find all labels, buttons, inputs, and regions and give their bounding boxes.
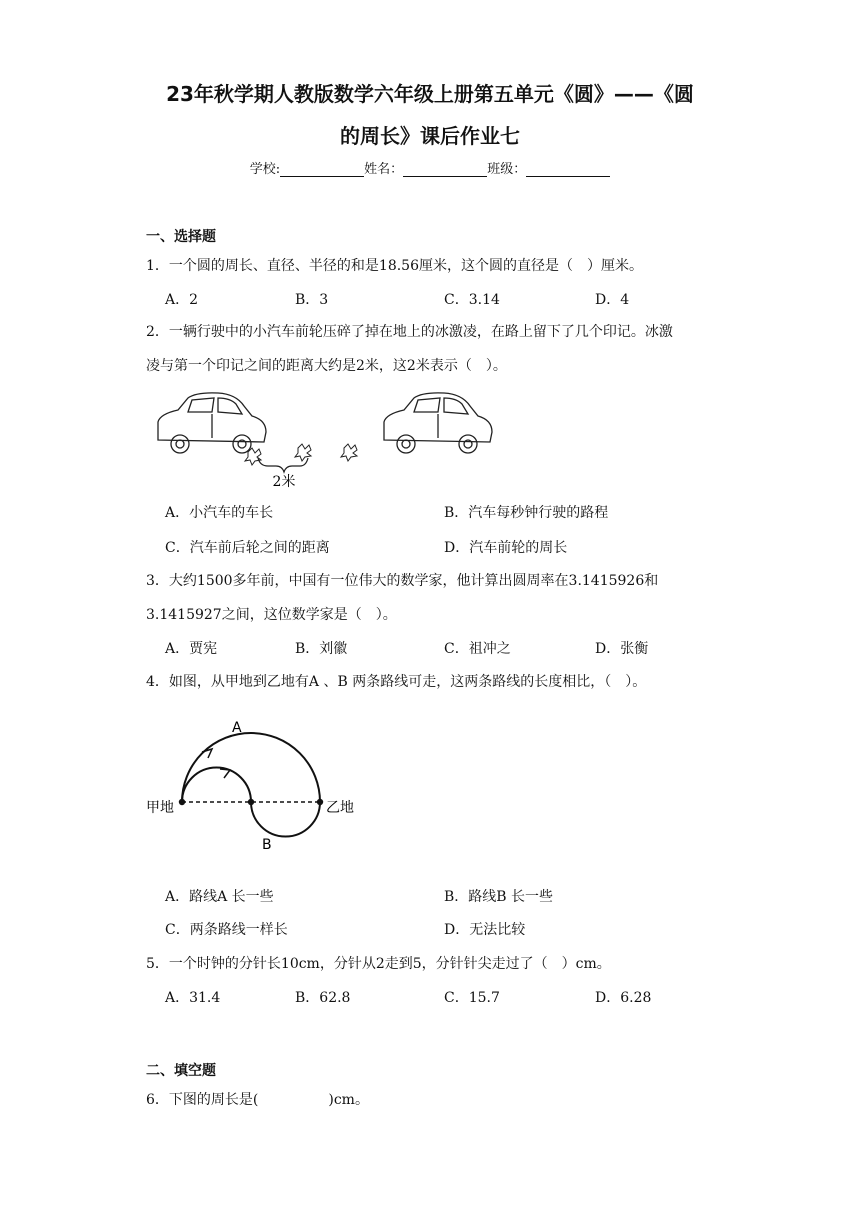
arrow-a-icon xyxy=(202,749,212,758)
label-start: 甲地 xyxy=(146,800,174,816)
question-1-text: 1．一个圆的周长、直径、半径的和是18.56厘米，这个圆的直径是（ ）厘米。 xyxy=(146,258,643,274)
distance-brace xyxy=(258,458,308,472)
q2-option-b[interactable]: B．汽车每秒钟行驶的路程 xyxy=(444,505,609,521)
label-route-b: B xyxy=(262,837,272,853)
q5-option-c[interactable]: C．15.7 xyxy=(444,990,500,1006)
route-small-arc xyxy=(182,768,251,802)
section-heading-fill: 二、填空题 xyxy=(146,1063,216,1079)
school-label: 学校: xyxy=(249,162,281,177)
route-a-arc xyxy=(182,733,320,802)
q1-option-c[interactable]: C．3.14 xyxy=(444,292,500,308)
q2-option-c[interactable]: C．汽车前后轮之间的距离 xyxy=(165,540,330,556)
class-blank[interactable] xyxy=(526,163,610,177)
q2-option-a[interactable]: A．小汽车的车长 xyxy=(165,505,274,521)
q4-option-c[interactable]: C．两条路线一样长 xyxy=(165,922,288,938)
q1-option-a[interactable]: A．2 xyxy=(165,292,199,308)
q1-option-d[interactable]: D．4 xyxy=(595,292,630,308)
q1-option-b[interactable]: B．3 xyxy=(295,292,329,308)
school-blank[interactable] xyxy=(280,163,364,177)
q2-option-d[interactable]: D．汽车前轮的周长 xyxy=(444,540,568,556)
question-6-text: 6．下图的周长是( )cm。 xyxy=(146,1092,369,1108)
question-3-line-1: 3．大约1500多年前，中国有一位伟大的数学家，他计算出圆周率在3.1415926和 xyxy=(146,573,659,589)
question-2-line-2: 凌与第一个印记之间的距离大约是2米，这2米表示（ ）。 xyxy=(146,358,507,374)
page-title-line-1: 23年秋学期人教版数学六年级上册第五单元《圆》——《圆 xyxy=(166,82,694,106)
q4-option-a[interactable]: A．路线A 长一些 xyxy=(165,889,274,905)
point-middle xyxy=(248,799,254,805)
q5-option-d[interactable]: D．6.28 xyxy=(595,990,652,1006)
question-5-text: 5．一个时钟的分针长10cm，分针从2走到5，分针针尖走过了（ ）cm。 xyxy=(146,956,611,972)
point-end xyxy=(317,799,323,805)
q4-option-d[interactable]: D．无法比较 xyxy=(444,922,526,938)
q3-option-d[interactable]: D．张衡 xyxy=(595,641,649,657)
route-figure xyxy=(140,712,370,857)
page-title-line-2: 的周长》课后作业七 xyxy=(340,124,520,148)
section-heading-choice: 一、选择题 xyxy=(146,229,216,245)
class-label: 班级： xyxy=(487,162,527,177)
label-end: 乙地 xyxy=(326,800,354,816)
ice-cream-marks xyxy=(245,444,357,465)
question-2-line-1: 2．一辆行驶中的小汽车前轮压碎了掉在地上的冰激凌，在路上留下了几个印记。冰激 xyxy=(146,324,673,340)
student-info-line xyxy=(0,158,860,177)
q3-option-b[interactable]: B．刘徽 xyxy=(295,641,348,657)
point-start xyxy=(179,799,185,805)
car-left-illustration xyxy=(158,393,266,453)
distance-label: 2米 xyxy=(272,474,296,490)
name-label: 姓名： xyxy=(364,162,404,177)
q3-option-c[interactable]: C．祖冲之 xyxy=(444,641,511,657)
question-4-text: 4．如图，从甲地到乙地有A 、B 两条路线可走，这两条路线的长度相比，（ ）。 xyxy=(146,674,647,690)
car-right-illustration xyxy=(384,393,492,453)
q4-option-b[interactable]: B．路线B 长一些 xyxy=(444,889,554,905)
route-b-arc xyxy=(251,802,320,837)
q3-option-a[interactable]: A．贾宪 xyxy=(165,641,218,657)
car-figure xyxy=(148,390,508,490)
q5-option-b[interactable]: B．62.8 xyxy=(295,990,351,1006)
name-blank[interactable] xyxy=(403,163,487,177)
arrow-small-icon xyxy=(220,769,230,778)
label-route-a: A xyxy=(232,720,242,736)
q5-option-a[interactable]: A．31.4 xyxy=(165,990,221,1006)
question-3-line-2: 3.1415927之间，这位数学家是（ ）。 xyxy=(146,607,397,623)
